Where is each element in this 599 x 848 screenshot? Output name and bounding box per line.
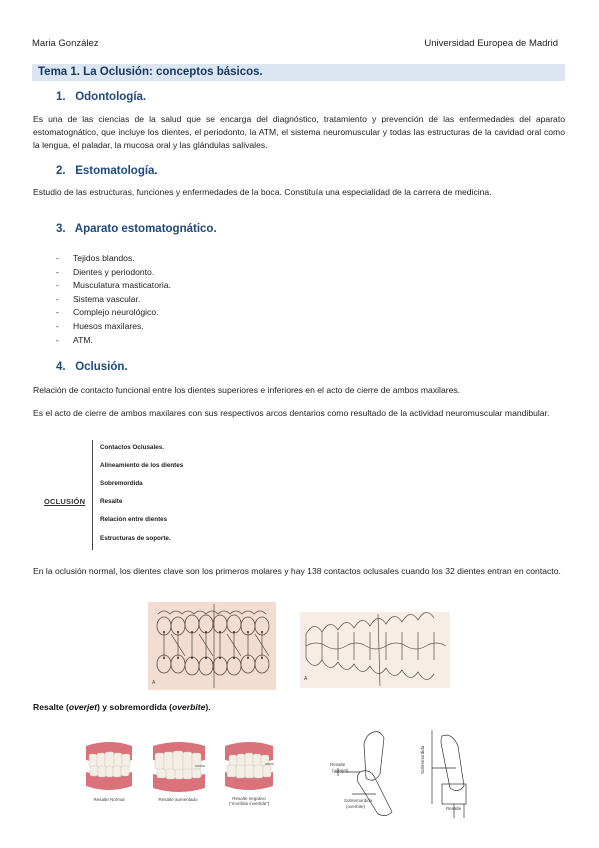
photo-resalte-negativo: [223, 738, 275, 794]
section-title: Oclusión.: [75, 361, 128, 373]
list-item-text: Complejo neurológico.: [73, 307, 159, 318]
diagram-item: Estructuras de soporte.: [100, 535, 171, 542]
sketch-label: Resalte: [330, 762, 346, 767]
sketch-label: Resalte: [446, 806, 462, 811]
tooth-measurement-sketch: [420, 728, 478, 822]
list-bullet: -: [56, 280, 59, 291]
oclusion-definition-1: Relación de contacto funcional entre los dientes superiores e inferiores en el acto de cierre de ambos maxilares.: [33, 385, 461, 395]
photo-caption-line: Resalte negativo: [232, 796, 266, 801]
header-author: Maria González: [32, 38, 99, 49]
photo-caption: [218, 796, 280, 806]
section-heading-oclusion: [56, 361, 128, 373]
list-bullet: -: [56, 266, 59, 277]
heading-text: Resalte (: [33, 702, 69, 712]
topic-title: Tema 1. La Oclusión: conceptos básicos.: [38, 66, 263, 78]
list-bullet: -: [56, 293, 59, 304]
sketch-label: Sobremordida: [344, 798, 373, 803]
photo-caption: Resalte Normal: [93, 797, 125, 802]
section-paragraph-odontologia: Es una de las ciencias de la salud que se encarga del diagnóstico, tratamiento y prevención de las enfermedades del aparato estomatognático, que incluye los dientes, el periodonto, la ATM, el sistema neuromuscular y todas las estructuras de la cavidad oral como la lengua, el paladar, la mucosa oral y las glándulas salivales.: [33, 114, 565, 150]
section-title: Odontología.: [75, 91, 147, 103]
list-item-text: Sistema vascular.: [73, 293, 141, 304]
list-item-text: Musculatura masticatoria.: [73, 280, 171, 291]
section-number: 3.: [56, 223, 66, 235]
figure-label: A: [152, 680, 156, 686]
list-item: [56, 334, 171, 348]
list-item-text: ATM.: [73, 334, 93, 345]
aparato-list: [56, 252, 171, 347]
list-bullet: -: [56, 334, 59, 345]
list-bullet: -: [56, 320, 59, 331]
oclusion-definition-2: Es el acto de cierre de ambos maxilares con sus respectivos arcos dentarios como resultado de la actividad neuromuscular mandibular.: [33, 408, 550, 418]
list-item: [56, 252, 171, 266]
list-item: [56, 320, 171, 334]
dental-arch-illustration: [300, 612, 450, 688]
sketch-label: (overbite): [346, 804, 366, 809]
section-title: Estomatología.: [75, 165, 158, 177]
photo-resalte-normal: [84, 738, 134, 794]
list-item: [56, 293, 171, 307]
list-item: [56, 266, 171, 280]
heading-text: ).: [205, 702, 211, 712]
overjet-overbite-sketch: [330, 728, 416, 820]
section-heading-odontologia: [56, 91, 146, 103]
list-item: [56, 306, 171, 320]
list-item-text: Tejidos blandos.: [73, 253, 135, 263]
oclusion-concept-diagram: [36, 438, 216, 554]
list-bullet: -: [56, 253, 59, 263]
list-item-text: Dientes y periodonto.: [73, 266, 155, 277]
section-heading-estomatologia: [56, 165, 158, 177]
section-number: 1.: [56, 91, 66, 103]
diagram-item: Alineamiento de los dientes: [100, 462, 184, 469]
diagram-item: Resalte: [100, 498, 123, 505]
heading-term: overbite: [171, 702, 206, 712]
oclusion-diagram-label: OCLUSIÓN: [44, 497, 86, 506]
section-number: 2.: [56, 165, 66, 177]
occlusal-contacts-illustration: [148, 602, 276, 690]
section-paragraph-estomatologia: Estudio de las estructuras, funciones y enfermedades de la boca. Constituía una especialidad de la carrera de medicina.: [33, 187, 492, 197]
diagram-bracket: [92, 440, 97, 550]
list-item: [56, 279, 171, 293]
section-heading-aparato: [56, 223, 217, 235]
header-university: Universidad Europea de Madrid: [424, 38, 558, 49]
figure-label: A: [304, 676, 308, 682]
photo-resalte-aumentado: [151, 738, 207, 794]
list-bullet: -: [56, 307, 59, 318]
photo-caption-line: ("mordida invertida"): [228, 801, 270, 806]
diagram-item: Relación entre dientes: [100, 516, 168, 523]
photo-caption: Resalte aumentado: [158, 797, 198, 802]
resalte-sobremordida-heading: [33, 702, 211, 712]
sketch-label: Sobremordida: [420, 745, 425, 774]
heading-term: overjet: [68, 702, 98, 712]
section-title: Aparato estomatognático.: [74, 223, 217, 235]
section-number: 4.: [56, 361, 66, 373]
oclusion-normal-paragraph: En la oclusión normal, los dientes clave son los primeros molares y hay 138 contactos oclusales cuando los 32 dientes entran en contacto.: [33, 566, 561, 576]
diagram-item: Sobremordida: [100, 480, 143, 487]
list-item-text: Huesos maxilares.: [73, 320, 144, 331]
sketch-label: (overjet): [332, 768, 349, 773]
diagram-item: Contactos Oclusales.: [100, 444, 165, 451]
heading-text: ) y sobremordida (: [97, 702, 172, 712]
